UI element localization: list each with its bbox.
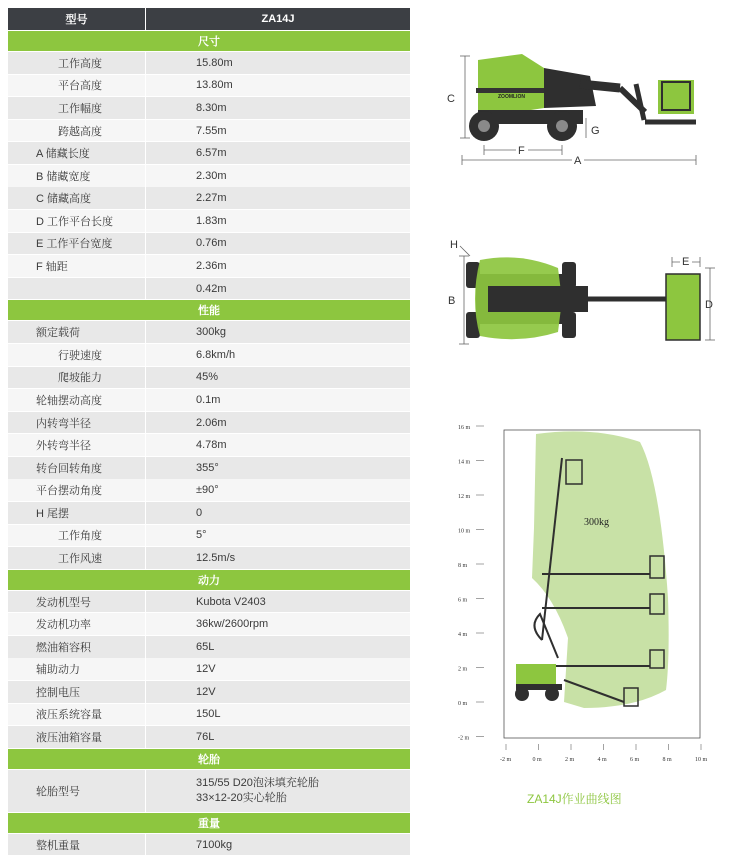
- spec-value: 12V: [146, 658, 410, 680]
- spec-label: 转台回转角度: [8, 457, 145, 479]
- spec-label: E 工作平台宽度: [8, 233, 145, 255]
- spec-row: [8, 120, 410, 142]
- dim-a-label: A: [574, 155, 582, 167]
- spec-value: 300kg: [146, 321, 410, 343]
- spec-label: 工作风速: [8, 547, 145, 569]
- spec-label: 内转弯半径: [8, 412, 145, 434]
- x-tick-label: 8 m: [662, 757, 672, 763]
- spec-value: ±90°: [146, 479, 410, 501]
- spec-row: [8, 636, 410, 658]
- spec-row: [8, 434, 410, 456]
- spec-value: 7.55m: [146, 120, 410, 142]
- spec-row: [8, 591, 410, 613]
- spec-row: [8, 233, 410, 255]
- y-tick-label: 4 m: [458, 632, 468, 638]
- spec-row: [8, 75, 410, 97]
- dim-b-label: B: [448, 295, 456, 307]
- spec-row: [8, 97, 410, 119]
- header-model-label: 型号: [8, 8, 145, 30]
- x-tick-label: 0 m: [532, 757, 542, 763]
- machine-side: [469, 54, 696, 141]
- spec-label: 液压系统容量: [8, 704, 145, 726]
- section-header: 重量: [8, 813, 410, 833]
- top-view-diagram: [440, 232, 718, 356]
- spec-row: [8, 681, 410, 703]
- table-header: [8, 8, 410, 30]
- spec-row: [8, 457, 410, 479]
- y-tick-label: 8 m: [458, 563, 468, 569]
- spec-value: 8.30m: [146, 97, 410, 119]
- machine-top: [466, 257, 700, 340]
- spec-label: 液压油箱容量: [8, 726, 145, 748]
- spec-row: [8, 142, 410, 164]
- spec-label: 轮胎型号: [8, 770, 145, 812]
- load-label: 300kg: [584, 517, 609, 528]
- spec-label: F 轴距: [8, 255, 145, 277]
- spec-row: [8, 255, 410, 277]
- spec-value: 0.42m: [146, 278, 410, 300]
- spec-row: [8, 834, 410, 856]
- spec-label: 燃油箱容积: [8, 636, 145, 658]
- spec-value: [146, 770, 410, 812]
- spec-value: 5°: [146, 525, 410, 547]
- spec-value-line: 33×12-20实心轮胎: [196, 791, 287, 804]
- spec-label: 外转弯半径: [8, 434, 145, 456]
- spec-row: [8, 613, 410, 635]
- spec-label: 行驶速度: [8, 344, 145, 366]
- spec-label: 平台摆动角度: [8, 479, 145, 501]
- spec-value: 36kw/2600rpm: [146, 613, 410, 635]
- spec-value: 76L: [146, 726, 410, 748]
- spec-value: 355°: [146, 457, 410, 479]
- spec-value: 12.5m/s: [146, 547, 410, 569]
- x-tick-label: 4 m: [597, 757, 607, 763]
- spec-row: [8, 321, 410, 343]
- spec-row: [8, 412, 410, 434]
- header-model-value: ZA14J: [146, 8, 410, 30]
- spec-row: [8, 726, 410, 748]
- spec-value: 4.78m: [146, 434, 410, 456]
- spec-label: C 储藏高度: [8, 187, 145, 209]
- chart-caption: ZA14J作业曲线图: [527, 792, 622, 806]
- spec-row: [8, 344, 410, 366]
- section-header: 轮胎: [8, 749, 410, 769]
- spec-value: 6.8km/h: [146, 344, 410, 366]
- spec-row: [8, 389, 410, 411]
- spec-row: [8, 367, 410, 389]
- spec-label: D 工作平台长度: [8, 210, 145, 232]
- spec-value: 12V: [146, 681, 410, 703]
- spec-value: 0.1m: [146, 389, 410, 411]
- spec-label: 控制电压: [8, 681, 145, 703]
- brand-mark: ZOOMLION: [498, 94, 525, 100]
- spec-value: 15.80m: [146, 52, 410, 74]
- spec-value: 150L: [146, 704, 410, 726]
- working-envelope-chart: [444, 418, 722, 770]
- spec-value: 2.36m: [146, 255, 410, 277]
- dim-h-label: H: [450, 239, 458, 251]
- spec-row: [8, 52, 410, 74]
- spec-label: 平台高度: [8, 75, 145, 97]
- x-tick-label: 6 m: [630, 757, 640, 763]
- table-body: [8, 31, 410, 855]
- spec-label: [8, 278, 145, 300]
- spec-value: 2.06m: [146, 412, 410, 434]
- spec-row: [8, 479, 410, 501]
- y-tick-label: -2 m: [458, 735, 470, 742]
- y-tick-label: 2 m: [458, 666, 468, 673]
- spec-label: 工作角度: [8, 525, 145, 547]
- x-tick-label: 10 m: [695, 757, 708, 763]
- dim-e-label: E: [682, 256, 690, 268]
- spec-label: 发动机功率: [8, 613, 145, 635]
- spec-value: 0.76m: [146, 233, 410, 255]
- side-view-diagram: [440, 48, 710, 176]
- spec-label: 整机重量: [8, 834, 145, 856]
- x-tick-label: 2 m: [565, 757, 575, 763]
- spec-row: [8, 278, 410, 300]
- spec-value: 65L: [146, 636, 410, 658]
- spec-value: Kubota V2403: [146, 591, 410, 613]
- spec-row: [8, 704, 410, 726]
- spec-value: 2.27m: [146, 187, 410, 209]
- dim-g-label: G: [591, 125, 600, 137]
- y-tick-label: 10 m: [458, 528, 471, 535]
- spec-value-line: 315/55 D20泡沫填充轮胎: [196, 776, 319, 789]
- section-header: 尺寸: [8, 31, 410, 51]
- spec-value: 45%: [146, 367, 410, 389]
- spec-label: H 尾摆: [8, 502, 145, 524]
- y-tick-label: 12 m: [458, 494, 471, 500]
- spec-value: 6.57m: [146, 142, 410, 164]
- y-tick-label: 6 m: [458, 597, 468, 604]
- spec-label: 发动机型号: [8, 591, 145, 613]
- x-axis-ticks: [500, 744, 708, 763]
- spec-label: 工作高度: [8, 52, 145, 74]
- spec-value: 2.30m: [146, 165, 410, 187]
- spec-row: [8, 770, 410, 812]
- section-header: 性能: [8, 300, 410, 320]
- spec-row: [8, 658, 410, 680]
- spec-label: 工作幅度: [8, 97, 145, 119]
- section-header: 动力: [8, 570, 410, 590]
- spec-value: 13.80m: [146, 75, 410, 97]
- spec-label: 轮轴摆动高度: [8, 389, 145, 411]
- spec-row: [8, 547, 410, 569]
- spec-row: [8, 187, 410, 209]
- y-axis-ticks: [458, 425, 484, 742]
- y-tick-label: 0 m: [458, 701, 468, 707]
- spec-value: 1.83m: [146, 210, 410, 232]
- spec-label: 额定载荷: [8, 321, 145, 343]
- spec-row: [8, 525, 410, 547]
- x-tick-label: -2 m: [500, 757, 512, 763]
- spec-row: [8, 165, 410, 187]
- spec-label: B 储藏宽度: [8, 165, 145, 187]
- spec-row: [8, 502, 410, 524]
- spec-label: A 储藏长度: [8, 142, 145, 164]
- y-tick-label: 16 m: [458, 425, 471, 431]
- spec-label: 爬坡能力: [8, 367, 145, 389]
- dim-f-label: F: [518, 145, 525, 157]
- spec-label: 跨越高度: [8, 120, 145, 142]
- spec-value: 7100kg: [146, 834, 410, 856]
- y-tick-label: 14 m: [458, 459, 471, 466]
- spec-table: [8, 8, 410, 856]
- spec-value: 0: [146, 502, 410, 524]
- spec-label: 辅助动力: [8, 658, 145, 680]
- dim-c-label: C: [447, 93, 455, 105]
- dim-d-label: D: [705, 299, 713, 311]
- spec-row: [8, 210, 410, 232]
